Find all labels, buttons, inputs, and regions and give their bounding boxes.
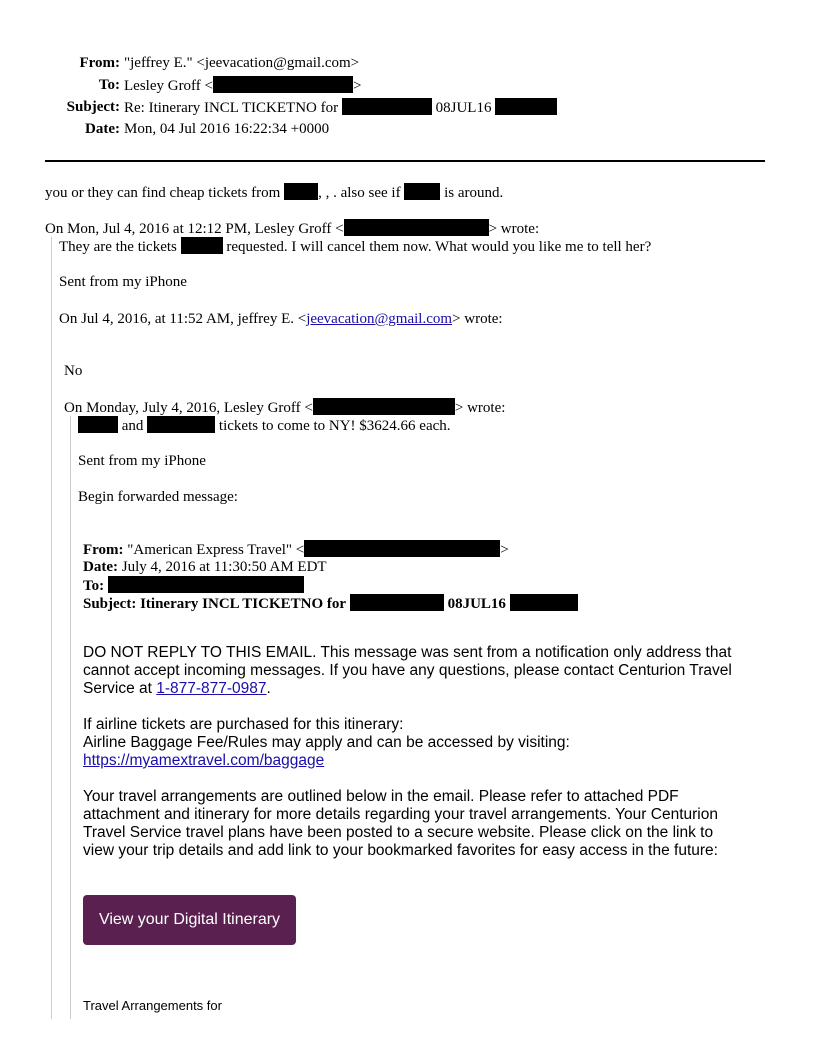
to-close: >	[353, 78, 362, 94]
to-label: To:	[98, 77, 120, 93]
airline-line-2: Airline Baggage Fee/Rules may apply and can be accessed by visiting:	[83, 734, 570, 751]
redaction	[213, 76, 353, 93]
reply-attribution-1	[45, 219, 539, 238]
view-itinerary-button[interactable]	[83, 895, 296, 945]
notice-line-3	[83, 680, 271, 698]
redaction	[108, 576, 304, 593]
quote-bar-level-1	[51, 237, 52, 1019]
attribution-text: > wrote:	[454, 400, 506, 416]
attribution-text: On Mon, Jul 4, 2016 at 12:12 PM, Lesley Groff <	[45, 221, 344, 237]
date-label: Date:	[85, 121, 120, 137]
to-value: Lesley Groff <	[124, 78, 213, 94]
attribution-text: > wrote:	[488, 221, 540, 237]
quote2-no: No	[64, 363, 83, 379]
attribution-text: On Monday, July 4, 2016, Lesley Groff <	[64, 400, 313, 416]
fwd-date-value: July 4, 2016 at 11:30:50 AM EDT	[121, 559, 327, 575]
quote3-sent: Sent from my iPhone	[78, 453, 206, 469]
redaction	[510, 594, 578, 611]
redaction	[404, 183, 440, 200]
notice-line-2: cannot accept incoming messages. If you have any questions, please contact Centurion Travel	[83, 662, 732, 679]
quote-text: requested. I will cancel them now. What would you like me to tell her?	[226, 239, 652, 255]
fwd-from-label: From:	[83, 542, 124, 558]
quote3-line-1	[78, 416, 451, 435]
from-label: From:	[79, 55, 120, 71]
travel-line-3: Travel Service travel plans have been posted to a secure website. Please click on the link to	[83, 824, 714, 841]
from-value: "jeffrey E." <jeevacation@gmail.com>	[124, 55, 360, 71]
fwd-date-label: Date:	[83, 559, 118, 575]
travel-line-4: view your trip details and add link to your bookmarked favorites for easy access in the future:	[83, 842, 718, 859]
subject-date: 08JUL16	[435, 100, 492, 116]
redaction	[313, 398, 455, 415]
email-link[interactable]: jeevacation@gmail.com	[306, 311, 453, 327]
button-label: View your Digital Itinerary	[98, 911, 281, 928]
body-text: is around.	[444, 185, 504, 201]
subject-value-wrap	[124, 98, 557, 117]
phone-link[interactable]: 1-877-877-0987	[156, 680, 267, 697]
forward-label: Begin forwarded message:	[78, 489, 238, 505]
quote1-sent: Sent from my iPhone	[59, 274, 187, 290]
header-subject-row	[0, 98, 600, 116]
baggage-link[interactable]: https://myamextravel.com/baggage	[83, 752, 325, 769]
redaction	[284, 183, 318, 200]
fwd-to-row	[83, 576, 304, 595]
redaction	[495, 98, 557, 115]
attribution-text: On Jul 4, 2016, at 11:52 AM, jeffrey E. <	[59, 311, 307, 327]
fwd-subject-row	[83, 594, 578, 613]
redaction	[304, 540, 500, 557]
quote-text: and	[121, 418, 144, 434]
quote1-attribution	[59, 310, 503, 328]
fwd-subject-date: 08JUL16	[447, 596, 506, 612]
date-value: Mon, 04 Jul 2016 16:22:34 +0000	[124, 121, 330, 137]
quote-bar-level-2	[70, 416, 71, 1019]
quote2-attribution	[64, 398, 505, 417]
subject-value: Re: Itinerary INCL TICKETNO for	[124, 100, 339, 116]
redaction	[344, 219, 489, 236]
quote-text: tickets to come to NY! $3624.66 each.	[218, 418, 451, 434]
body-text: , , . also see if	[318, 185, 401, 201]
attribution-text: > wrote:	[452, 311, 503, 327]
travel-line-2: attachment and itinerary for more details regarding your travel arrangements. Your Centurion	[83, 806, 718, 823]
fwd-to-label: To:	[83, 578, 105, 594]
fwd-from-row	[83, 540, 509, 559]
airline-line-1: If airline tickets are purchased for this itinerary:	[83, 716, 404, 733]
body-line-1	[45, 183, 503, 202]
subject-label: Subject:	[66, 99, 120, 115]
redaction	[342, 98, 432, 115]
fwd-subject-label: Subject:	[83, 596, 137, 612]
airline-link-row	[83, 752, 324, 770]
notice-text: .	[266, 680, 271, 697]
redaction	[78, 416, 118, 433]
fwd-from-value: "American Express Travel" <	[127, 542, 305, 558]
header-date-row	[0, 120, 400, 138]
notice-line-1: DO NOT REPLY TO THIS EMAIL. This message was sent from a notification only address that	[83, 644, 732, 661]
travel-line-1: Your travel arrangements are outlined below in the email. Please refer to attached PDF	[83, 788, 679, 805]
redaction	[147, 416, 215, 433]
body-text: you or they can find cheap tickets from	[45, 185, 281, 201]
header-divider	[45, 160, 765, 162]
quote1-line-1	[59, 237, 651, 256]
redaction	[181, 237, 223, 254]
redaction	[350, 594, 444, 611]
fwd-date-row	[83, 558, 327, 576]
fwd-from-close: >	[500, 542, 509, 558]
header-from-row	[0, 54, 400, 72]
fwd-subject-value: Itinerary INCL TICKETNO for	[140, 596, 347, 612]
notice-text: Service at	[83, 680, 157, 697]
travel-arrangements-label: Travel Arrangements for	[83, 998, 222, 1013]
to-value-wrap	[124, 76, 361, 95]
header-to-row	[0, 76, 400, 94]
quote-text: They are the tickets	[59, 239, 177, 255]
